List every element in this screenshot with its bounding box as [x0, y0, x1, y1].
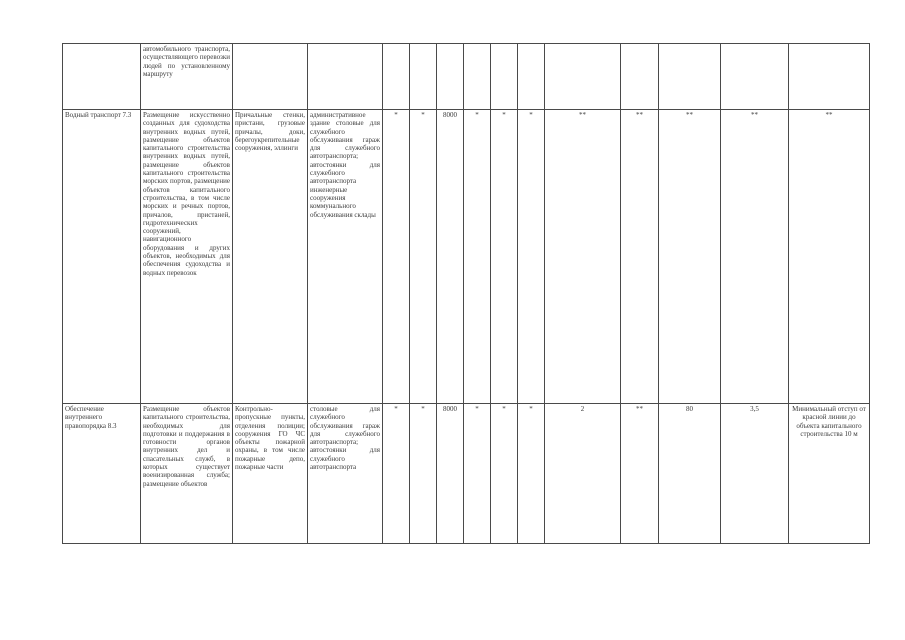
use-description-cell: Размещение объектов капитального строительства, необходимых для подготовки и поддержания в готовности органов внутренних дел и спасательных служб, в которых существует военизированная служба; размещение объектов [141, 404, 233, 544]
use-type-name-cell: Водный транспорт 7.3 [63, 110, 141, 404]
use-description-cell: Размещение искусственно созданных для судоходства внутренних водных путей, размещение объектов капитального строительства внутренних водных путей, размещение объектов капитального строительства морских портов, размещение объектов капитального строительства, в том числе морских и речных портов, причалов, пристаней, гидротехнических сооружений, навигационного оборудования и других объектов, необходимых для обеспечения судоходства и водных перевозок [141, 110, 233, 404]
parameter-cell: * [383, 404, 410, 544]
parameter-cell [518, 44, 545, 110]
parameter-cell [721, 44, 789, 110]
notes-cell: Минимальный отступ от красной линии до объекта капитального строительства 10 м [789, 404, 870, 544]
parameter-cell [383, 44, 410, 110]
auxiliary-objects-cell [308, 44, 383, 110]
parameter-cell: * [464, 110, 491, 404]
parameter-cell: 8000 [437, 404, 464, 544]
auxiliary-objects-cell: административное здание столовые для служебного обслуживания гараж для служебного автотранспорта; автостоянки для служебного автотранспорта инженерные сооружения коммунального обслуживания склады [308, 110, 383, 404]
parameter-cell: * [410, 110, 437, 404]
parameter-cell: ** [545, 110, 621, 404]
parameter-cell [659, 44, 721, 110]
parameter-cell: ** [721, 110, 789, 404]
parameter-cell: * [410, 404, 437, 544]
use-type-name-cell [63, 44, 141, 110]
parameter-cell [410, 44, 437, 110]
main-objects-cell: Причальные стенки, пристани, грузовые причалы, доки, берегоукрепительные сооружения, эллинги [233, 110, 308, 404]
parameter-cell: ** [621, 110, 659, 404]
use-description-cell: автомобильного транспорта, осуществляющего перевозки людей по установленному маршруту [141, 44, 233, 110]
table-row [63, 110, 870, 404]
parameter-cell: * [491, 110, 518, 404]
notes-cell: ** [789, 110, 870, 404]
table-row [63, 404, 870, 544]
parameter-cell: 3,5 [721, 404, 789, 544]
land-use-regulations-table [62, 43, 870, 544]
parameter-cell [545, 44, 621, 110]
parameter-cell: 8000 [437, 110, 464, 404]
parameter-cell: 2 [545, 404, 621, 544]
parameter-cell [437, 44, 464, 110]
parameter-cell [464, 44, 491, 110]
table-row [63, 44, 870, 110]
parameter-cell: * [518, 404, 545, 544]
parameter-cell: * [491, 404, 518, 544]
parameter-cell: * [464, 404, 491, 544]
parameter-cell [621, 44, 659, 110]
main-objects-cell [233, 44, 308, 110]
parameter-cell: ** [621, 404, 659, 544]
auxiliary-objects-cell: столовые для служебного обслуживания гараж для служебного автотранспорта; автостоянки для служебного автотранспорта [308, 404, 383, 544]
main-objects-cell: Контрольно-пропускные пункты, отделения полиции; сооружения ГО ЧС объекты пожарной охраны, в том числе пожарные депо, пожарные части [233, 404, 308, 544]
parameter-cell [491, 44, 518, 110]
parameter-cell: * [518, 110, 545, 404]
use-type-name-cell: Обеспечение внутреннего правопорядка 8.3 [63, 404, 141, 544]
notes-cell [789, 44, 870, 110]
parameter-cell: * [383, 110, 410, 404]
parameter-cell: 80 [659, 404, 721, 544]
parameter-cell: ** [659, 110, 721, 404]
